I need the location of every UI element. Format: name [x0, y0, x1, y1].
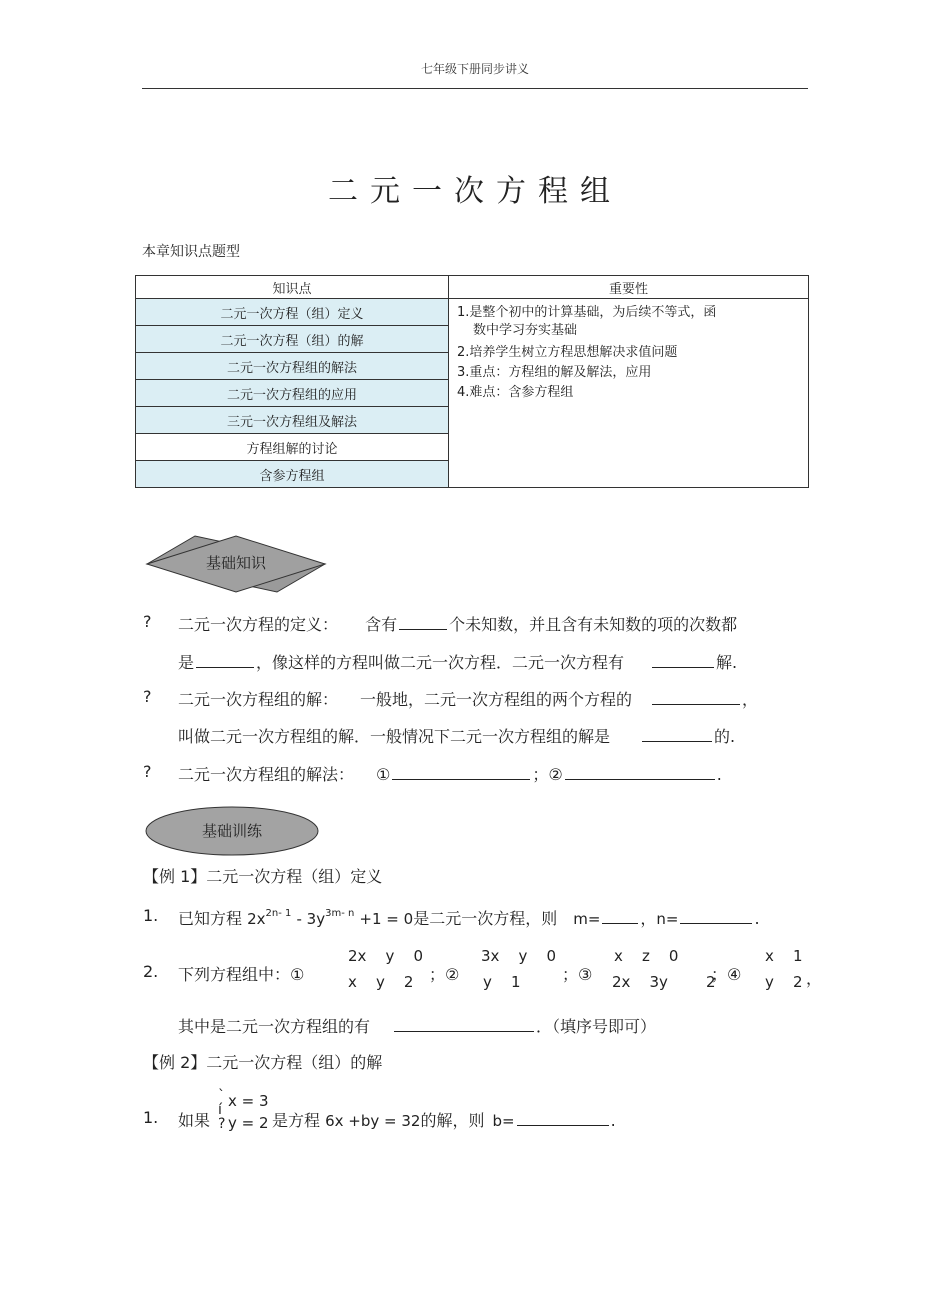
col-topic-header: 知识点 [136, 276, 449, 299]
knowledge-text: ； [532, 765, 549, 784]
section-basic-knowledge-label: 基础知识 [205, 554, 266, 572]
problem-number: 2. [143, 962, 159, 981]
topic-cell: 二元一次方程组的解法 [136, 353, 449, 380]
knowledge-text: . [716, 765, 722, 784]
example-2-problem-1 [272, 1108, 616, 1131]
problem-number: 1. [143, 906, 159, 925]
page-title: 二元一次方程组 [328, 174, 622, 209]
topic-cell: 二元一次方程（组）的解 [136, 326, 449, 353]
example-1-problem-2-note [178, 1014, 656, 1037]
importance-line: 1.是整个初中的计算基础，为后续不等式，函 [457, 305, 717, 320]
knowledge-text: ，像这样的方程叫做二元一次方程．二元一次方程有 [256, 653, 625, 672]
equation-line: x y 2 [348, 973, 414, 991]
equation-term: +1 = 0 [359, 910, 414, 928]
answer-blank[interactable] [565, 763, 715, 780]
equation-system-2 [481, 943, 556, 995]
bullet-marker: ? [143, 612, 152, 631]
equation-exponent: 3m- n [325, 908, 355, 919]
equation-line: 2x y 0 [348, 947, 423, 965]
equation-term: - 3y [296, 910, 326, 928]
problem-text: n= [656, 910, 679, 928]
problem-text: 是二元一次方程，则 [413, 909, 558, 928]
problem-text: ；③ [562, 965, 593, 984]
knowledge-text: 是 [178, 653, 195, 672]
answer-blank[interactable] [399, 613, 447, 630]
problem-text: ， [640, 909, 657, 928]
equation-system-3 [612, 943, 716, 995]
brace-glyph: í [218, 1102, 222, 1118]
knowledge-text: 叫做二元一次方程组的解．一般情况下二元一次方程组的解是 [178, 727, 611, 746]
example-2-heading: 【例 2】二元一次方程（组）的解 [143, 1053, 383, 1072]
knowledge-text: 个未知数，并且含有未知数的项的次数都 [449, 615, 738, 634]
answer-blank[interactable] [652, 651, 714, 668]
equation-line: x = 3 [228, 1092, 269, 1110]
brace-glyph: ` [218, 1088, 225, 1104]
knowledge-text: 二元一次方程组的解法： [178, 765, 355, 784]
problem-number: 1. [143, 1108, 159, 1127]
knowledge-text: ， [742, 690, 759, 709]
importance-line: 4.难点：含参方程组 [457, 385, 574, 400]
equation-line: 2x 3y 2 [612, 973, 716, 991]
answer-blank[interactable] [642, 725, 712, 742]
bullet-marker: ? [143, 762, 152, 781]
problem-text: 下列方程组中：① [178, 965, 305, 984]
knowledge-text: 解. [716, 653, 738, 672]
table-header-row [136, 276, 809, 299]
problem-text: ．（填序号即可） [536, 1017, 657, 1036]
problem-text: . [610, 1111, 616, 1130]
knowledge-text: 的. [714, 727, 736, 746]
equation-system-1 [348, 943, 423, 995]
knowledge-text: 含有 [365, 615, 398, 634]
knowledge-text: ① [376, 765, 391, 784]
problem-text: ；④ [711, 965, 742, 984]
solution-system [228, 1090, 269, 1134]
knowledge-text: ② [548, 765, 563, 784]
problem-text: 其中是二元一次方程组的有 [178, 1017, 371, 1036]
equation-exponent: 2n- 1 [265, 908, 292, 919]
knowledge-text: 二元一次方程的定义： [178, 615, 339, 634]
col-importance-header: 重要性 [449, 276, 809, 299]
problem-text: b= [492, 1112, 515, 1130]
answer-blank[interactable] [394, 1015, 534, 1032]
section-subtitle: 本章知识点题型 [142, 244, 240, 260]
example-1-problem-1 [178, 906, 760, 929]
knowledge-line [178, 687, 758, 710]
topic-cell: 方程组解的讨论 [136, 434, 449, 461]
problem-text: 已知方程 [178, 909, 243, 928]
equation-line: x 1 [765, 947, 803, 965]
header-rule [142, 88, 808, 89]
knowledge-line [178, 762, 722, 785]
topic-cell: 二元一次方程（组）定义 [136, 299, 449, 326]
answer-blank[interactable] [196, 651, 254, 668]
importance-line: 3.重点：方程组的解及解法，应用 [457, 365, 652, 380]
answer-blank[interactable] [517, 1109, 609, 1126]
knowledge-text: 一般地，二元一次方程组的两个方程的 [360, 690, 633, 709]
knowledge-table [135, 275, 809, 488]
topic-cell: 含参方程组 [136, 461, 449, 488]
example-1-heading: 【例 1】二元一次方程（组）定义 [143, 867, 383, 886]
knowledge-text: 二元一次方程组的解： [178, 690, 339, 709]
problem-text: 的解，则 [420, 1111, 485, 1130]
equation-line: x z 0 [614, 947, 679, 965]
equation-term: 2x [247, 910, 266, 928]
topic-cell: 三元一次方程组及解法 [136, 407, 449, 434]
answer-blank[interactable] [652, 688, 740, 705]
page-header: 七年级下册同步讲义 [420, 62, 529, 76]
equation-line: y = 2 [228, 1114, 269, 1132]
knowledge-line [178, 612, 737, 635]
topic-cell: 二元一次方程组的应用 [136, 380, 449, 407]
brace-glyph: ? [218, 1116, 226, 1132]
equation-system-4 [765, 943, 803, 995]
importance-cell [449, 299, 809, 488]
equation-line: y 1 [483, 973, 521, 991]
knowledge-line [178, 724, 735, 747]
importance-line: 数中学习夯实基础 [473, 323, 578, 338]
table-row [136, 299, 809, 326]
knowledge-line [178, 650, 737, 673]
equation-term: 6x +by = 32 [325, 1112, 421, 1130]
answer-blank[interactable] [392, 763, 530, 780]
answer-blank[interactable] [680, 907, 752, 924]
answer-blank[interactable] [602, 907, 638, 924]
problem-text: m= [573, 910, 601, 928]
brace-icon [218, 1089, 225, 1131]
problem-text: . [754, 909, 760, 928]
equation-line: y 2 [765, 973, 803, 991]
problem-text: ；② [429, 965, 460, 984]
section-basic-training-label: 基础训练 [201, 822, 262, 840]
bullet-marker: ? [143, 687, 152, 706]
problem-text: ， [806, 969, 823, 988]
problem-text: 是方程 [272, 1111, 321, 1130]
importance-line: 2.培养学生树立方程思想解决求值问题 [457, 345, 678, 360]
problem-text: 如果 [178, 1111, 211, 1130]
equation-line: 3x y 0 [481, 947, 556, 965]
